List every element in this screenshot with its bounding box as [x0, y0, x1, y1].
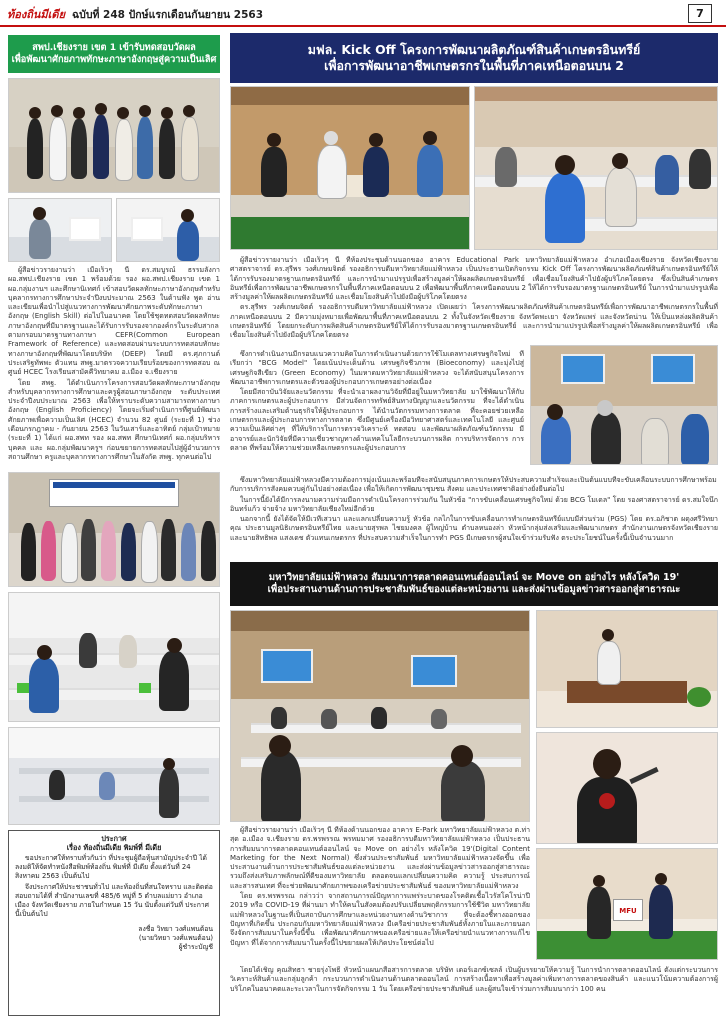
top-headline-line-1: มฟล. Kick Off โครงการพัฒนาผลิตภัณฑ์สินค้าเกษตรอินทรีย์: [307, 41, 641, 57]
notice-signature: [15, 925, 213, 952]
logo-mark: [6, 4, 68, 24]
left-photo-group: [8, 78, 220, 193]
left-paragraph-1: ผู้สื่อข่าวรายงานว่า เมื่อเร็วๆ นี้ ดร.สมบูรณ์ ธรรมลังกา ผอ.สพป.เชียงราย เขต 1 พร้อมด้วย รอง ผอ.สพป.เชียงราย เขต 1 ผอ.กลุ่มงานฯ และศึกษานิเทศก์ เข้าสอบวัดผลทักษะภาษาอังกฤษสำหรับบุคลากรทางการศึกษาประจำปีงบประมาณ 2563 ในด้านฟัง พูด อ่านและเขียนเพื่อนำไปสู่แนวทางการพัฒนาศักยภาพระดับทักษะภาษาอังกฤษ (English Skill) ต่อไปในอนาคต โดยใช้ชุดทดสอบวัดผลทักษะภาษาอังกฤษที่มีมาตรฐานและได้รับการรับรองจากองค์กรในระดับสากล ตามกรอบมาตรฐานทางภาษา CEFR(Common European Framework of Reference) และทดสอบผ่านระบบการทดสอบทักษะทางภาษาอังกฤษที่พัฒนาโดยบริษัท (DEEP) โดยมี ดร.ศุภกานต์ ประเสริฐทัพพะ ตัวแทน สพฐ.มาตรวจความเรียบร้อยของการทดสอบ ณ ศูนย์ HCEC โรงเรียนสามัคคีวิทยาคม อ.เมือง จ.เชียงราย: [8, 266, 220, 377]
top-headline-line-2: เพื่อการพัฒนาอาชีพเกษตรกรในพื้นที่ภาคเหนือตอนบน 2: [324, 58, 624, 73]
notice-sign-2: (นายวิทยา วงศ์แพนต้อน): [138, 934, 213, 942]
issue-line: ฉบับที่ 248 ปักษ์แรกเดือนกันยายน 2563: [72, 9, 264, 21]
top-paragraph-7: นอกจากนี้ ยังได้จัดให้มีเวทีเสวนา และแลกเปลี่ยนความรู้ หัวข้อ กลไกในการขับเคลื่อนการทำเกษตรอินทรีย์แบบมีส่วนร่วม (PGS) โดย ดร.อภิชาต ผดุงศรีวิทยาคุณ ประธานมูลนิธิเกษตรอินทรีย์ไทย และนายสุรพล ไชยมงคล ผู้ใหญ่บ้าน ตำบลหนองล่า หัวหน้ากลุ่มส่งเสริมและพัฒนาเกษตร สำนักงานเกษตรจังหวัดเชียงราย และนายสิทธิพล แสงเดช ตัวแทนเกษตรกร ที่ประสบความสำเร็จในการทำ PGS มีเกษตรกรผู้สนใจเข้าร่วมรับฟัง ตระประโยชน์ในครั้งนี้เป็นจำนวนมาก: [230, 515, 718, 542]
left-headline-line-2: เพื่อพัฒนาศักยภาพทักษะภาษาอังกฤษสู่ความเป็นเลิศ: [11, 54, 217, 65]
top-photo-seminar: [530, 345, 718, 465]
left-photo-computer-lab: [8, 727, 220, 825]
left-photo-exam-room: [8, 592, 220, 722]
bottom-article-body-1: [230, 826, 530, 964]
notice-title-2: เรื่อง ท้องถิ่นมีเดีย พิมพ์ที่ มีเดีย: [66, 843, 162, 852]
notice-title-1: ประกาศ: [101, 834, 127, 843]
bottom-paragraph-1: ผู้สื่อข่าวรายงานว่า เมื่อเร็วๆ นี้ ที่ห้องด้านนอกของ อาคาร E-Park มหาวิทยาลัยแม่ฟ้าหลวง ต.ท่าสุด อ.เมือง จ.เชียงราย ดร.พรพรรณ พรหมมาศ รองอธิการบดีมหาวิทยาลัยแม่ฟ้าหลวง เป็นประธานการสัมมนาการตลาดคอนเทนต์ออนไลน์ จะ Move on อย่างไร หลังโควิด 19'(Digital Content Marketing for the Next Normal) ซึ่งส่วนประชาสัมพันธ์ มหาวิทยาลัยแม่ฟ้าหลวงจัดขึ้น เพื่อประสานงานด้านการประชาสัมพันธ์ของแต่ละหน่วยงาน และส่งผ่านข้อมูลข่าวสารออกสู่สาธารณะรวมถึงส่งเสริมภาพลักษณ์ที่ดีของมหาวิทยาลัย ตลอดจนแลกเปลี่ยนความคิด ความรู้ ประสบการณ์ และสารสนเทศ ที่จะช่วยพัฒนาศักยภาพของเครือข่ายประชาสัมพันธ์ ของมหาวิทยาลัยแม่ฟ้าหลวง: [230, 826, 530, 890]
notice-sign-1: ลงชื่อ วิทยา วงศ์แพนต้อน: [138, 925, 213, 933]
left-headline: [8, 35, 220, 73]
left-paragraph-2: โดย สพฐ. ได้ดำเนินการโครงการสอบวัดผลทักษะภาษาอังกฤษสำหรับบุคลากรทางการศึกษาและครูผู้สอนภาษาอังกฤษ ระดับประเทศ ประจำปีงบประมาณ 2563 เพื่อให้ทราบระดับความสามารถทางภาษาอังกฤษ (English Proficiency) โดยจะเริ่มดำเนินการที่ศูนย์พัฒนาศักยภาพเพื่อความเป็นเลิศ (HCEC) จำนวน 82 ศูนย์ (ระยะที่ 1) ช่วงเดือนกรกฎาคม - กันยายน 2563 ในวันเสาร์และอาทิตย์ กลุ่มเป้าหมาย (ระยะที่ 1) ได้แก่ ผอ.สพท รอง ผอ.สพท ศึกษานิเทศก์ ผอ.กลุ่มบริหารบุคคล และ ผอ.กลุ่มพัฒนาครูฯ ก่อนขยายการทดสอบไปสู่ผู้อำนวยการสถานศึกษา ครูและบุคลากรทางการศึกษาในสังกัด สพฐ. ทุกคนต่อไป: [8, 378, 220, 461]
left-headline-line-1: สพป.เชียงราย เขต 1 เข้ารับทดสอบวัดผล: [32, 42, 196, 54]
top-paragraph-5: ซึ่งมหาวิทยาลัยแม่ฟ้าหลวงมีความต้องการมุ่งเน้นและพร้อมที่จะสนับสนุนภาคการเกษตรให้ประสบความสำเร็จและเป็นต้นแบบที่จะขับเคลื่อนระบบการศึกษาพร้อมกับการบริการสังคมควบคู่กันไปอย่างต่อเนื่อง เพื่อให้เกิดการพัฒนาชุมชน สังคม และประเทศชาติอย่างยั่งยืนต่อไป: [230, 476, 717, 494]
mfu-plaque: MFU: [613, 899, 643, 921]
bottom-photo-hall: [230, 610, 530, 822]
top-story-headline: [230, 33, 718, 83]
top-article-body-1: [230, 256, 718, 348]
bottom-headline-line-2: เพื่อประสานงานด้านการประชาสัมพันธ์ของแต่ละหน่วยงาน และส่งผ่านข้อมูลข่าวสารออกสู่สาธารณะ: [267, 584, 681, 595]
notice-paragraph-2: จึงประกาศให้ประชาชนทั่วไป และท้องถิ่นที่สนใจทราบ และติดต่อสอบถามได้ที่ สำนักงานเลขที่ 485/6 หมู่ที่ 5 ตำบลแม่ยาว อำเภอเมือง จังหวัดเชียงราย ภายในกำหนด 15 วัน นับตั้งแต่วันที่ ประกาศนี้เป็นต้นไป: [15, 883, 213, 918]
left-article-body: [8, 266, 220, 468]
bottom-paragraph-2: โดย ดร.พรพรรณ กล่าวว่า จากสถานการณ์ปัญหาการแพร่ระบาดของโรคติดเชื้อไวรัสโคโรน่าปี 2019 หรือ COVID-19 ที่ผ่านมา ทำให้คนในสังคมต้องปรับเปลี่ยนพฤติกรรมการใช้ชีวิต มหาวิทยาลัยแม่ฟ้าหลวงในฐานะที่เป็นสถาบันการศึกษาและหน่วยงานทางด้านวิชาการ ที่จะต้องชี้ทางออกของปัญหาที่เกิดขึ้น ประกอบกับมหาวิทยาลัยแม่ฟ้าหลวง มีเครือข่ายประชาสัมพันธ์ทั้งภายในและภายนอก จึงจัดการสัมมนาในครั้งนี้ขึ้น เพื่อพัฒนาศักยภาพของเครือข่ายและให้เครือข่ายนำแนวทางการแก้ไขปัญหา ที่ได้จากการสัมมนาในครั้งนี้ไปขยายผลให้เกิดประโยชน์ต่อไป: [230, 892, 530, 947]
bottom-headline-line-1: มหาวิทยาลัยแม่ฟ้าหลวง สัมมนาการตลาดคอนเทนต์ออนไลน์ จะ Move on อย่างไร หลังโควิด 19': [268, 571, 680, 583]
left-photo-exam-2: [116, 198, 220, 262]
top-paragraph-1: ผู้สื่อข่าวรายงานว่า เมื่อเร็วๆ นี้ ที่ห้องประชุมด้านนอกของ อาคาร Educational Park มหาวิทยาลัยแม่ฟ้าหลวง อำเภอเมืองเชียงราย จังหวัดเชียงราย ศาสตราจารย์ ดร.สุรีพร วงศ์เกษมจิตต์ รองอธิการบดีมหาวิทยาลัยแม่ฟ้าหลวง เป็นประธานเปิดกิจกรรม Kick Off โครงการพัฒนาผลิตภัณฑ์สินค้าเกษตรอินทรีย์ให้ได้การรับรองมาตรฐานเกษตรอินทรีย์ และการนำมาแปรรูปเพื่อสร้างมูลค่าให้ผลผลิตเกษตรอินทรีย์ เพื่อเชื่อมโยงสินค้าไปยังผู้บริโภคโดยตรง ซึ่งเป็นสินค้าเกษตรอินทรีย์เพื่อการพัฒนาอาชีพเกษตรกรในพื้นที่ภาคเหนือตอนบน 2 เพื่อพัฒนาพื้นที่ภาคเหนือตอนบน 2 ให้ได้การรับรองมาตรฐานเกษตรอินทรีย์ ในการนำมาแปรรูปเพื่อสร้างมูลค่าให้ผลผลิตเกษตรอินทรีย์ และเชื่อมโยงสินค้าไปยังมือผู้บริโภคโดยตรง: [230, 256, 718, 302]
bottom-photo-presentation: [536, 848, 718, 960]
top-paragraph-3: ซึ่งการดำเนินงานมีกรอบแนวความคิดในการดำเนินงานด้วยการใช้โมเดลทางเศรษฐกิจใหม่ ที่เรียกว่า "BCG Model" โดยเน้นประเด็นด้าน เศรษฐกิจชีวภาพ (Bioeconomy) และมุ่งไปสู่เศรษฐกิจสีเขียว (Green Economy) ในมหาดมหาวิทยาลัยแม่ฟ้าหลวง จะได้สนับสนุนโครงการพัฒนาอาชีพการเกษตรและตัวของผู้ประกอบการเกษตรอย่างต่อเนื่อง: [230, 350, 524, 386]
bottom-photo-speaker: [536, 732, 718, 844]
top-photo-panel: [230, 86, 470, 250]
top-paragraph-2: ดร.สุรีพร วงศ์เกษมจิตต์ รองอธิการบดีมหาวิทยาลัยแม่ฟ้าหลวง เปิดเผยว่า โครงการพัฒนาผลิตภัณฑ์สินค้าเกษตรอินทรีย์เพื่อการพัฒนาอาชีพเกษตรกรในพื้นที่ภาคเหนือตอนบน 2 มีความมุ่งหมายเพื่อพัฒนาพื้นที่ภาคเหนือตอนบน 2 ทั้งในจังหวัดเชียงราย จังหวัดพะเยา จังหวัดแพร่ และจังหวัดน่าน ให้เป็นแหล่งผลิตสินค้าเกษตรอินทรีย์ โดยยกระดับการผลิตสินค้าเกษตรอินทรีย์ให้ได้การรับรองมาตรฐานเกษตรอินทรีย์ และการนำมาแปรรูปเพื่อสร้างมูลค่าให้ผลผลิตเกษตรอินทรีย์ เพื่อเชื่อมโยงสินค้าไปยังมือผู้บริโภคโดยตรง: [230, 303, 718, 340]
top-paragraph-6: ในการนี้ยังได้มีการลงนามความร่วมมือการดำเนินโครงการร่วมกัน ในหัวข้อ "การขับเคลื่อนเศรษฐกิจใหม่ ด้วย BCG โมเดล" โดย รองศาสตราจารย์ ดร.สมใจนึก อินทร์แก้ว จ่ายจ้าง มหาวิทยาลัยเชียงใหม่อีกด้วย: [230, 495, 718, 513]
bottom-paragraph-3: โดยได้เชิญ คุณสิทธา ชายรุ่งโพธิ์ หัวหน้าแผนกสื่อสารการตลาด บริษัท เดอร์เอกซ์เซลล์ เป็นผู้บรรยายให้ความรู้ ในการนำการตลาดออนไลน์ ตั้งแต่กระบวนการวิเคราะห์สินค้าและกลุ่มลูกค้า กระบวนการดำเนินงานด้านตลาดออนไลน์ การสร้างเนื้อหาเพื่อสร้างมูลค่าเพิ่มทางการตลาดของสินค้า และแนวโน้มความต้องการผู้บริโภคในอนาคตและระเวลาในการจัดกิจกรรม 1 วัน โดยเครือข่ายประชาสัมพันธ์ และผู้สนใจเข้าร่วมการสัมมนากว่า 100 คน: [230, 966, 718, 993]
top-article-body-2: [230, 350, 524, 474]
notice-sign-3: ผู้ชำระบัญชี: [178, 943, 213, 951]
top-paragraph-4: โดยมีสถาบันวิจัยและนวัตกรรม ที่จะนำเอาผลงานวิจัยที่มีอยู่ในมหาวิทยาลัย มาใช้พัฒนาให้กับภาคการเกษตรและผู้ประกอบการ มีส่วนจัดการทรัพย์สินทางปัญญาและนวัตกรรม ที่จะได้ดำเนินการสร้างและเสริมด้านธุรกิจให้ผู้ประกอบการ ได้นำนวัตกรรมทางการตลาด ที่จะคอยช่วยเหลือเกษตรกรและผู้ประกอบการทางการตลาด ซึ่งมีศูนย์เครื่องมือวิทยาศาสตร์และเทคโนโลยี และศูนย์ความเป็นเลิศต่างๆ ที่ให้บริการในการตรวจวิเคราะห์ ทดสอบ และพัฒนาผลิตภัณฑ์นวัตกรรม มีอาจารย์และนักวิจัยที่มีความเชี่ยวชาญทางด้านเทคโนโลยีกระบวนการผลิต การบริหารจัดการ การตลาด ที่พร้อมให้ความช่วยเหลือเกษตรกรและผู้ประกอบการ: [230, 388, 524, 452]
bottom-article-body-2: [230, 966, 718, 1018]
top-article-body-3: [230, 476, 718, 556]
left-photo-group-banner: [8, 472, 220, 587]
left-photo-exam-1: [8, 198, 112, 262]
bottom-story-headline: [230, 562, 718, 606]
svg-text:ท้องถิ่นมีเดีย: ท้องถิ่นมีเดีย: [7, 8, 66, 21]
newspaper-logo: [6, 4, 68, 24]
page-number: 7: [688, 4, 712, 23]
top-photo-audience: [474, 86, 718, 250]
bottom-photo-podium: [536, 610, 718, 728]
notice-box: [8, 830, 220, 1016]
notice-paragraph-1: ขอประกาศให้ทราบทั่วกันว่า ที่ประชุมผู้ถือหุ้นสามัญประจำปี ได้ลงมติให้จัดทำหนังสือพิมพ์ท้องถิ่น พิมพ์ที่ มีเดีย ตั้งแต่วันที่ 24 สิงหาคม 2563 เป็นต้นไป: [15, 854, 207, 880]
